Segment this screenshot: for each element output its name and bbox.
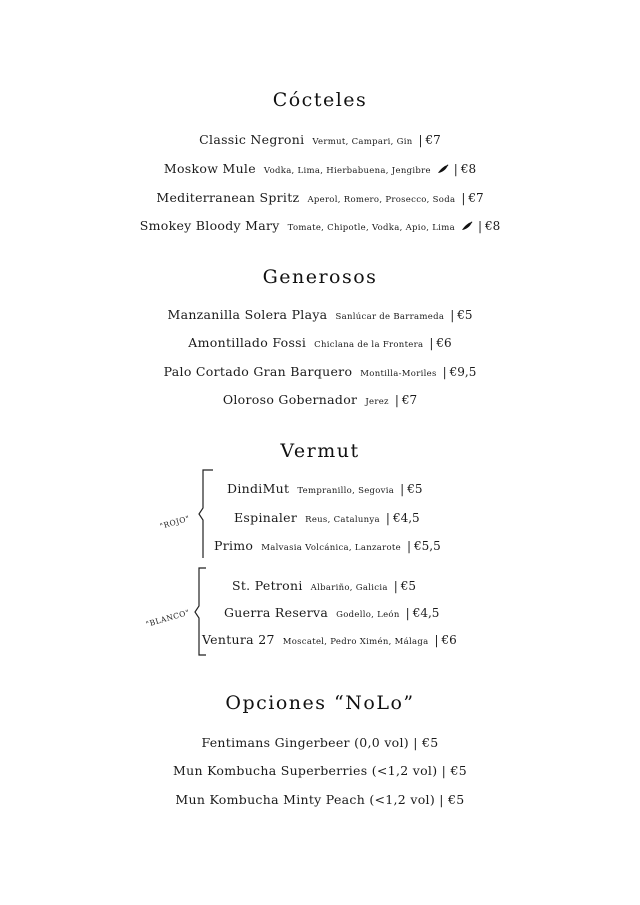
item-price: €5 [407, 482, 423, 496]
item-description: Aperol, Romero, Prosecco, Soda [307, 195, 456, 205]
separator: | [461, 191, 466, 205]
blanco-label: "BLANCO" [144, 607, 191, 629]
menu-item [0, 760, 640, 779]
separator: | [442, 365, 447, 379]
menu-item [224, 602, 439, 621]
separator: | [393, 579, 398, 593]
menu-item [0, 304, 640, 323]
item-name: DindiMut [227, 481, 290, 496]
section-title-vermut: Vermut [280, 440, 360, 462]
separator: | [453, 162, 458, 176]
item-price: €7 [401, 393, 418, 407]
item-description: Malvasia Volcánica, Lanzarote [261, 543, 401, 553]
item-description: Jerez [365, 397, 389, 407]
item-name: Manzanilla Solera Playa [167, 307, 328, 322]
item-description: Vodka, Lima, Hierbabuena, Jengibre [263, 166, 431, 176]
item-price: €5 [400, 579, 417, 593]
menu-item [0, 732, 640, 751]
item-price: €5 [457, 308, 473, 322]
section-title-generosos: Generosos [262, 266, 378, 288]
item-description: Tempranillo, Segovia [297, 486, 395, 496]
item-description: Godello, León [336, 610, 400, 620]
menu-item [0, 361, 640, 380]
chili-pepper-icon [437, 164, 449, 174]
menu-item [232, 575, 416, 594]
item-name: Primo [214, 538, 254, 553]
menu-item [202, 629, 457, 648]
item-text: Mun Kombucha Minty Peach (<1,2 vol) | €5 [175, 792, 465, 807]
menu-item [0, 187, 640, 206]
separator: | [405, 606, 410, 620]
item-text: Mun Kombucha Superberries (<1,2 vol) | €5 [173, 763, 467, 778]
item-name: St. Petroni [232, 578, 303, 593]
item-price: €7 [468, 191, 484, 205]
separator: | [429, 336, 434, 350]
item-price: €7 [425, 133, 441, 147]
item-description: Reus, Catalunya [305, 515, 380, 525]
item-name: Moskow Mule [163, 161, 256, 176]
separator: | [406, 539, 412, 553]
separator: | [434, 633, 439, 647]
menu-item [0, 389, 640, 408]
item-description: Chiclana de la Frontera [314, 340, 424, 350]
separator: | [450, 308, 455, 322]
item-name: Oloroso Gobernador [222, 392, 358, 407]
item-price: €5,5 [414, 539, 441, 553]
item-name: Mediterranean Spritz [156, 190, 300, 205]
item-price: €8 [484, 219, 501, 233]
item-name: Classic Negroni [199, 132, 305, 147]
menu-item [0, 789, 640, 808]
item-price: €9,5 [449, 365, 477, 379]
separator: | [394, 393, 399, 407]
item-price: €6 [441, 633, 457, 647]
separator: | [418, 133, 423, 147]
item-name: Ventura 27 [202, 632, 275, 647]
item-name: Amontillado Fossi [188, 335, 307, 350]
menu-item [0, 129, 640, 148]
item-description: Tomate, Chipotle, Vodka, Apio, Lima [287, 223, 455, 233]
menu-item [0, 158, 640, 177]
item-price: €4,5 [412, 606, 440, 620]
separator: | [400, 482, 405, 496]
menu-item [0, 215, 640, 234]
menu-item [214, 535, 441, 554]
item-description: Montilla-Moriles [360, 369, 437, 379]
item-price: €8 [460, 162, 477, 176]
item-name: Espinaler [234, 510, 298, 525]
item-name: Palo Cortado Gran Barquero [163, 364, 353, 379]
menu-item [234, 507, 420, 526]
separator: | [477, 219, 482, 233]
item-name: Smokey Bloody Mary [139, 218, 280, 233]
item-description: Vermut, Campari, Gin [312, 137, 413, 147]
item-description: Sanlúcar de Barrameda [335, 312, 445, 322]
item-description: Albariño, Galicia [310, 583, 388, 593]
item-text: Fentimans Gingerbeer (0,0 vol) | €5 [201, 735, 439, 750]
item-name: Guerra Reserva [224, 605, 329, 620]
item-price: €4,5 [392, 511, 420, 525]
separator: | [385, 511, 390, 525]
chili-pepper-icon [461, 221, 473, 231]
menu-item [0, 332, 640, 351]
section-title-nolo: Opciones “NoLo” [225, 692, 415, 714]
item-price: €6 [436, 336, 452, 350]
menu-item [227, 478, 423, 497]
section-title-cocteles: Cócteles [272, 89, 368, 111]
item-description: Moscatel, Pedro Ximén, Málaga [282, 637, 429, 647]
rojo-label: "ROJO" [158, 513, 191, 531]
